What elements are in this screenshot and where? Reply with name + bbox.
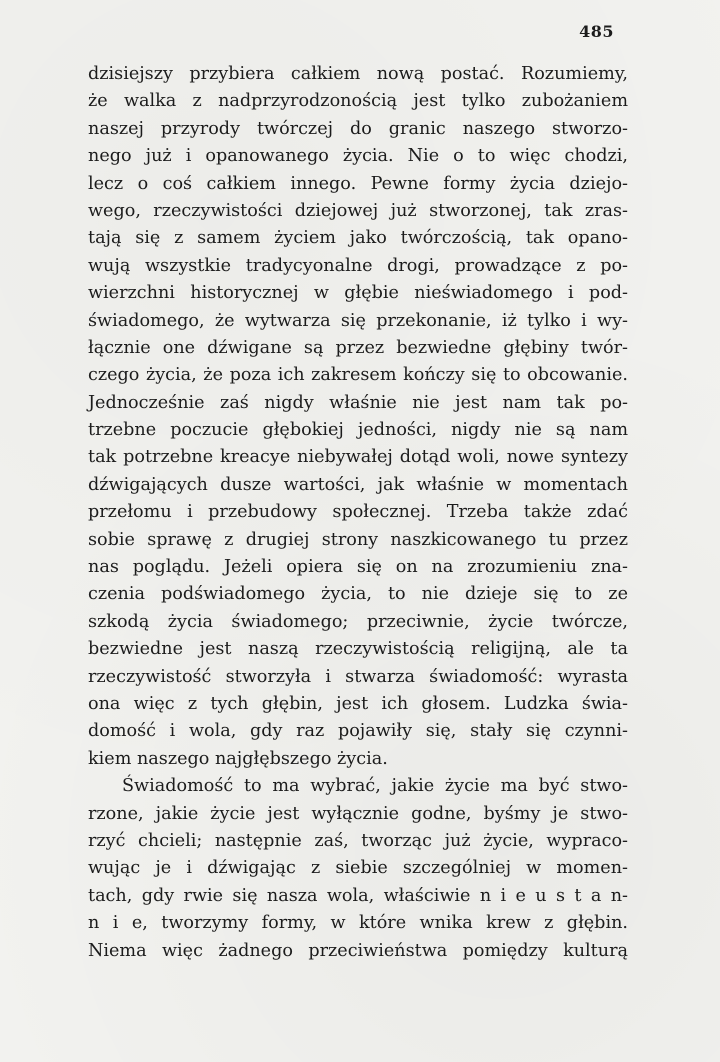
- text-line: nego już i opanowanego życia. Nie o to więc chodzi,: [88, 146, 628, 167]
- text-line: Świadomość to ma wybrać, jakie życie ma być stwo-: [122, 776, 628, 797]
- text-line: że walka z nadprzyrodzonością jest tylko zubożaniem: [88, 91, 628, 112]
- text-line: naszej przyrody twórczej do granic naszego stworzo-: [88, 118, 628, 139]
- paragraph-2: [88, 773, 628, 965]
- text-line: dźwigających dusze wartości, jak właśnie w momentach: [88, 474, 628, 495]
- text-line: wują wszystkie tradycyonalne drogi, prowadzące z po-: [88, 255, 628, 276]
- text-line: kiem naszego najgłębszego życia.: [88, 748, 388, 769]
- text-line: rzeczywistość stworzyła i stwarza świadomość: wyrasta: [88, 666, 628, 687]
- text-line: świadomego, że wytwarza się przekonanie, iż tylko i wy-: [88, 310, 628, 331]
- text-line: wierzchni historycznej w głębie nieświadomego i pod-: [88, 283, 628, 304]
- text-line: wego, rzeczywistości dziejowej już stworzonej, tak zras-: [88, 200, 628, 221]
- body-text: [88, 61, 628, 965]
- text-line: rzyć chcieli; następnie zaś, tworząc już życie, wypraco-: [88, 830, 628, 851]
- text-line: bezwiedne jest naszą rzeczywistością religijną, ale ta: [88, 639, 628, 660]
- text-line: rzone, jakie życie jest wyłącznie godne, byśmy je stwo-: [88, 803, 628, 824]
- text-line: Jednocześnie zaś nigdy właśnie nie jest nam tak po-: [88, 392, 628, 413]
- text-line: szkodą życia świadomego; przeciwnie, życie twórcze,: [88, 611, 628, 632]
- text-line: domość i wola, gdy raz pojawiły się, stały się czynni-: [88, 721, 628, 742]
- page-number: 485: [579, 22, 614, 41]
- text-line: lecz o coś całkiem innego. Pewne formy życia dziejo-: [88, 173, 628, 194]
- text-line: tają się z samem życiem jako twórczością, tak opano-: [88, 228, 628, 249]
- text-line: przełomu i przebudowy społecznej. Trzeba także zdać: [88, 502, 628, 523]
- text-line: Niema więc żadnego przeciwieństwa pomiędzy kulturą: [88, 940, 628, 961]
- text-line: trzebne poczucie głębokiej jedności, nigdy nie są nam: [88, 420, 628, 441]
- text-line: ona więc z tych głębin, jest ich głosem. Ludzka świa-: [88, 693, 628, 714]
- text-line: wując je i dźwigając z siebie szczególniej w momen-: [88, 858, 628, 879]
- text-line: nas poglądu. Jeżeli opiera się on na zrozumieniu zna-: [88, 557, 628, 578]
- text-line: n i e, tworzymy formy, w które wnika krew z głębin.: [88, 913, 628, 934]
- text-line: czego życia, że poza ich zakresem kończy się to obcowanie.: [88, 365, 628, 386]
- text-line: łącznie one dźwigane są przez bezwiedne głębiny twór-: [88, 337, 628, 358]
- text-line: tak potrzebne kreacye niebywałej dotąd woli, nowe syntezy: [88, 447, 628, 468]
- text-line: tach, gdy rwie się nasza wola, właściwie n i e u s t a n-: [88, 885, 628, 906]
- paragraph-1: [88, 61, 628, 773]
- text-line: sobie sprawę z drugiej strony naszkicowanego tu przez: [88, 529, 628, 550]
- text-line: czenia podświadomego życia, to nie dzieje się to ze: [88, 584, 628, 605]
- text-line: dzisiejszy przybiera całkiem nową postać. Rozumiemy,: [88, 64, 628, 84]
